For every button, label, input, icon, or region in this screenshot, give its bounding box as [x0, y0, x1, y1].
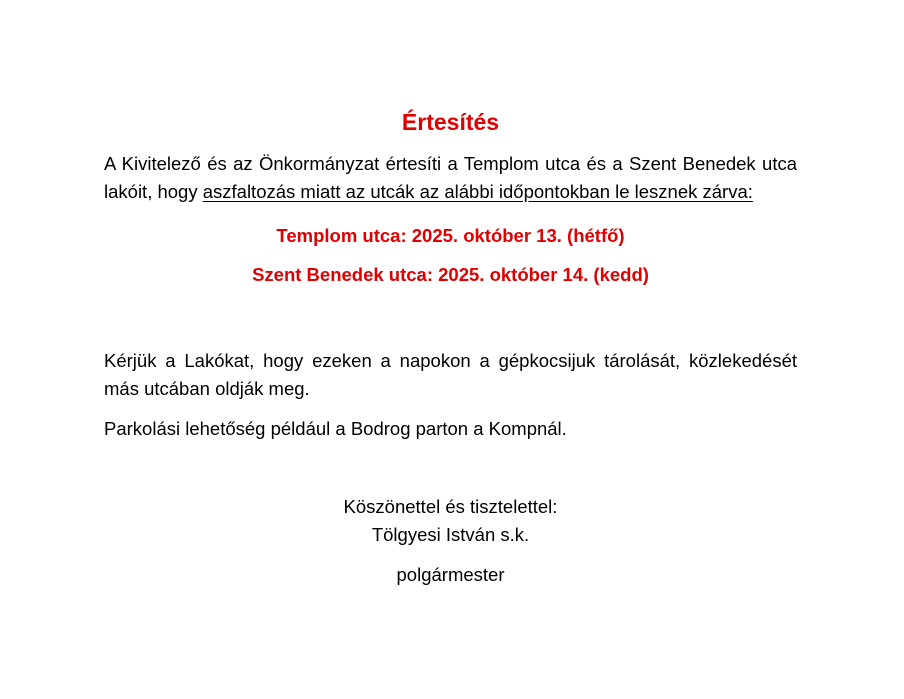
closing-greeting: Köszönettel és tisztelettel: [343, 495, 558, 517]
closure-szent-benedek-utca: Szent Benedek utca: 2025. október 14. (kedd) [252, 263, 649, 285]
intro-text: A Kivitelező és az Önkormányzat értesíti a Templom utca és a Szent Benedek utca lakóit, hogy [104, 152, 797, 202]
notice-document [104, 108, 797, 589]
parking-paragraph: Parkolási lehetőség például a Bodrog parton a Kompnál. [104, 417, 567, 439]
closure-announcement: aszfaltozás miatt az utcák az alábbi időpontokban le lesznek zárva: [202, 180, 753, 202]
notice-title: Értesítés [401, 109, 500, 135]
request-paragraph: Kérjük a Lakókat, hogy ezeken a napokon a gépkocsijuk tárolását, közlekedését más utcában oldják meg. [104, 349, 797, 399]
intro-paragraph [104, 150, 797, 206]
signer-role: polgármester [396, 563, 505, 585]
closure-templom-utca: Templom utca: 2025. október 13. (hétfő) [276, 224, 625, 246]
signer-name: Tölgyesi István s.k. [371, 523, 530, 545]
